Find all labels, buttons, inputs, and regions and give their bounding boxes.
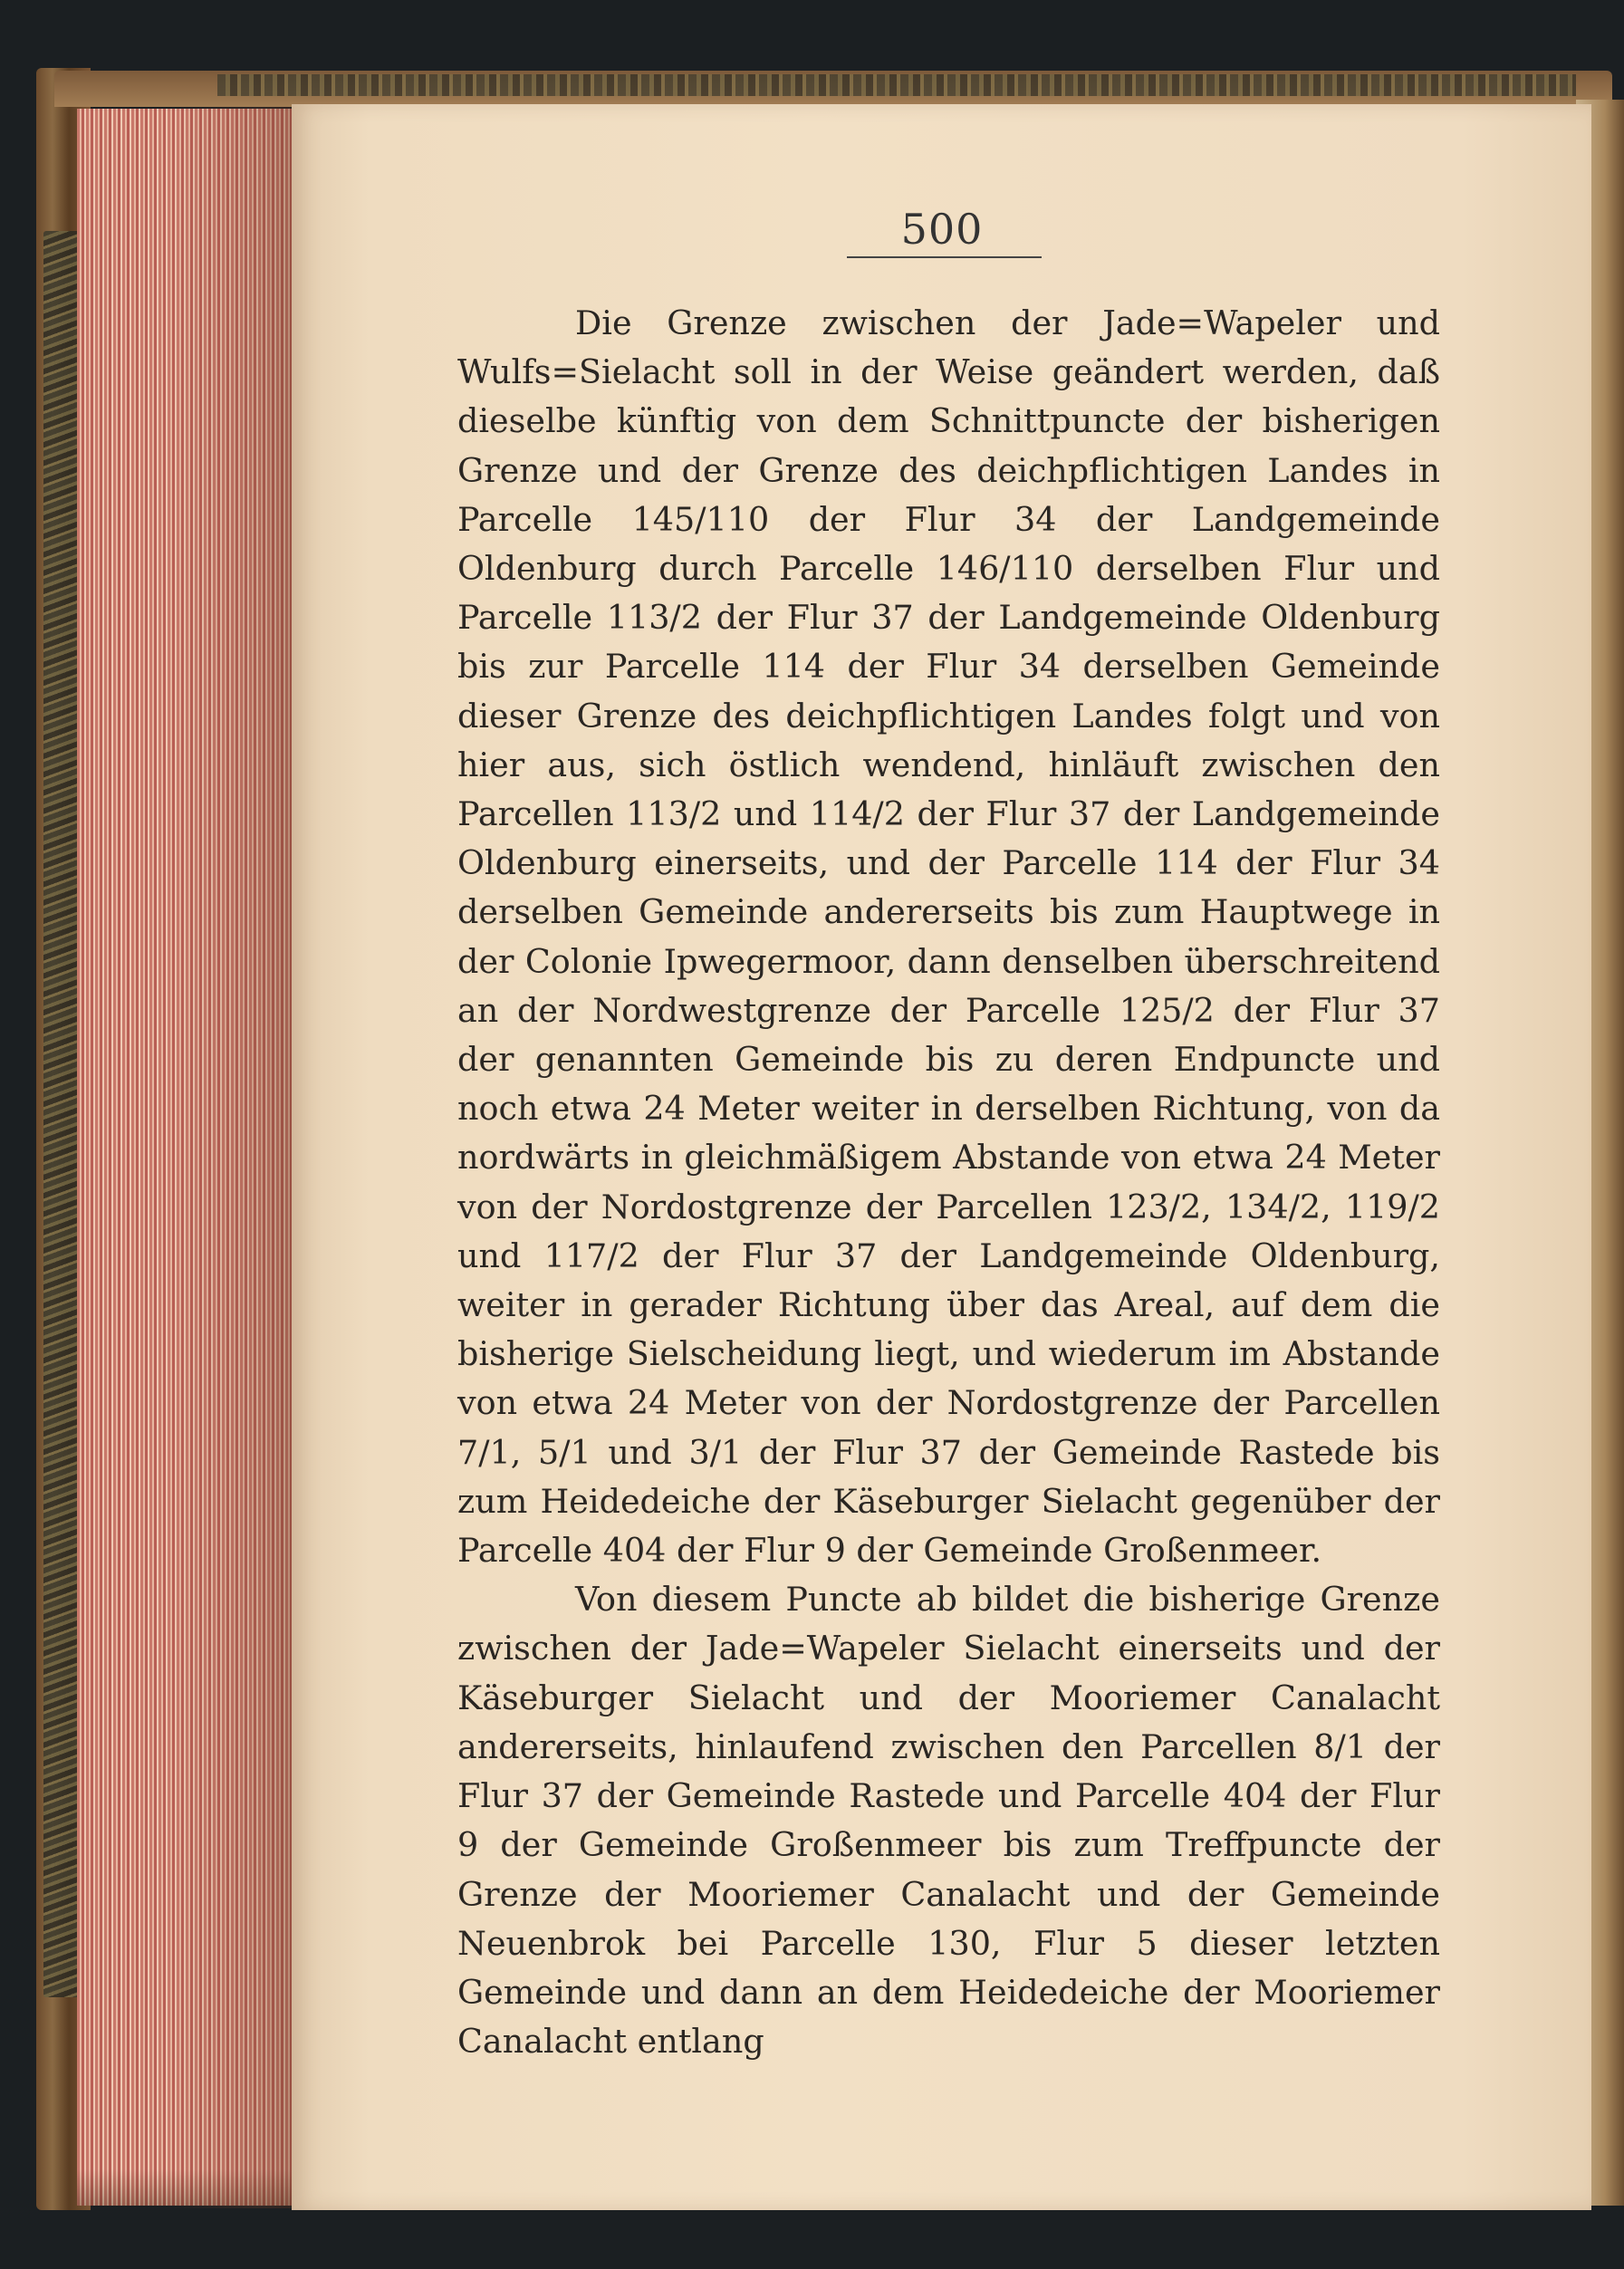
page-number-rule xyxy=(847,256,1042,258)
book-cover-top-edge xyxy=(54,71,1612,107)
paragraph: Von diesem Puncte ab bildet die bisherige Grenze zwischen der Jade=Wapeler Sielacht einerseits und der Käseburger Sielacht und der Mooriemer Canalacht andererseits, hinlaufend zwischen den Parcellen 8/1 der Flur 37 der Gemeinde Rastede und Parcelle 404 der Flur 9 der Gemeinde Großenmeer bis zum Treffpuncte der Grenze der Mooriemer Canalacht und der Gemeinde Neuenbrok bei Parcelle 130, Flur 5 dieser letzten Gemeinde und dann an dem Heidedeiche der Mooriemer Canalacht entlang xyxy=(457,1580,1440,2062)
page-body-text xyxy=(457,299,1440,2066)
paragraph: Die Grenze zwischen der Jade=Wapeler und Wulfs=Sielacht soll in der Weise geändert werden, daß dieselbe künftig von dem Schnittpuncte der bisherigen Grenze und der Grenze des deichpflichtigen Landes in Parcelle 145/110 der Flur 34 der Landgemeinde Oldenburg durch Parcelle 146/110 derselben Flur und Parcelle 113/2 der Flur 37 der Landgemeinde Oldenburg bis zur Parcelle 114 der Flur 34 derselben Gemeinde dieser Grenze des deichpflichtigen Landes folgt und von hier aus, sich östlich wendend, hinläuft zwischen den Parcellen 113/2 und 114/2 der Flur 37 der Landgemeinde Oldenburg einerseits, und der Parcelle 114 der Flur 34 derselben Gemeinde andererseits bis zum Hauptwege in der Colonie Ipwegermoor, dann denselben überschreitend an der Nordwestgrenze der Parcelle 125/2 der Flur 37 der genannten Gemeinde bis zu deren Endpuncte und noch etwa 24 Meter weiter in derselben Richtung, von da nordwärts in gleichmäßigem Abstande von etwa 24 Meter von der Nordostgrenze der Parcellen 123/2, 134/2, 119/2 und 117/2 der Flur 37 der Landgemeinde Oldenburg, weiter in gerader Richtung über das Areal, auf dem die bisherige Sielscheidung liegt, und wiederum im Abstande von etwa 24 Meter von der Nordostgrenze der Parcellen 7/1, 5/1 und 3/1 der Flur 37 der Gemeinde Rastede bis zum Heidedeiche der Käseburger Sielacht gegenüber der Parcelle 404 der Flur 9 der Gemeinde Großenmeer. xyxy=(457,303,1440,1571)
page-number: 500 xyxy=(900,205,984,254)
page-gutter-shadow xyxy=(168,107,294,2208)
